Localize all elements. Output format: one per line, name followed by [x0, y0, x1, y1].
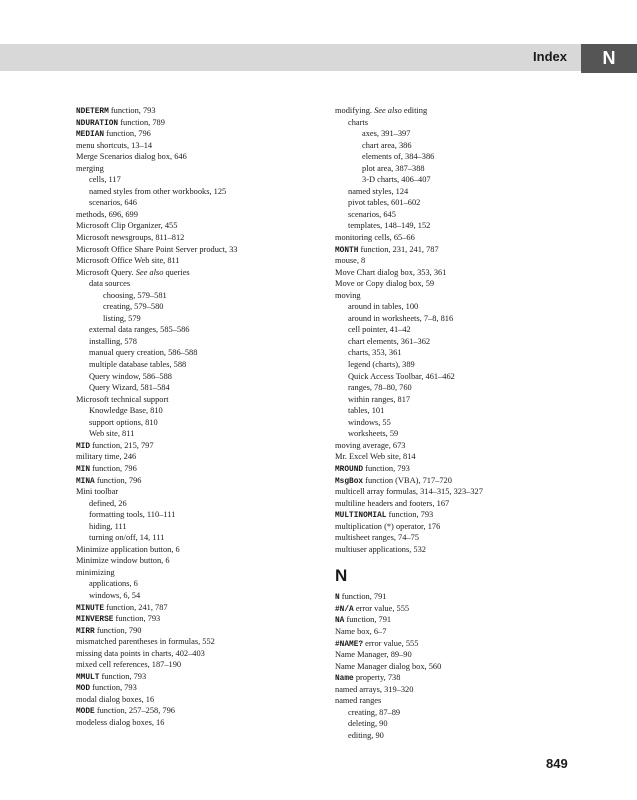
entry-text: axes, 391–397: [362, 129, 411, 139]
index-subentry: [335, 313, 585, 325]
index-subentry: [335, 186, 585, 198]
index-subentry: [76, 174, 316, 186]
index-subentry: [335, 382, 585, 394]
entry-text: Query window, 586–588: [89, 371, 172, 381]
index-entry: [335, 278, 585, 290]
entry-code: NA: [335, 617, 345, 626]
index-entry: [335, 509, 585, 521]
index-subentry: [335, 707, 585, 719]
index-entry: [335, 614, 585, 626]
entry-code: NDETERM: [76, 108, 109, 116]
index-subentry: [76, 382, 316, 394]
index-subentry: [335, 128, 585, 140]
entry-text: scenarios, 645: [348, 209, 396, 219]
entry-text: applications, 6: [89, 579, 138, 589]
entry-code: N: [335, 594, 340, 603]
entry-text: modifying.: [335, 106, 375, 115]
entry-text: Knowledge Base, 810: [89, 406, 163, 416]
entry-text: Mr. Excel Web site, 814: [335, 452, 416, 462]
entry-text: error value, 555: [353, 603, 410, 613]
entry-text: formatting tools, 110–111: [89, 510, 176, 520]
entry-text: choosing, 579–581: [103, 290, 167, 300]
entry-text: error value, 555: [363, 638, 419, 648]
entry-text: support options, 810: [89, 417, 158, 427]
entry-text: multicell array formulas, 314–315, 323–327: [335, 487, 483, 497]
index-subentry: [335, 151, 585, 163]
entry-text: Move Chart dialog box, 353, 361: [335, 267, 447, 277]
index-entry: [335, 695, 585, 707]
entry-text: charts, 353, 361: [348, 348, 402, 358]
entry-text: Name box, 6–7: [335, 626, 387, 636]
entry-text: installing, 578: [89, 336, 137, 346]
index-entry: [76, 671, 316, 683]
entry-text: missing data points in charts, 402–403: [76, 648, 205, 658]
entry-text: function (VBA), 717–720: [363, 475, 452, 485]
index-subentry: [335, 209, 585, 221]
index-subentry: [335, 347, 585, 359]
entry-code: MID: [76, 442, 91, 451]
entry-text: minimizing: [76, 567, 115, 577]
entry-text: function, 791: [344, 615, 392, 625]
entry-text: editing, 90: [348, 730, 384, 740]
entry-text: function, 793: [90, 683, 137, 693]
index-subentry: [335, 301, 585, 313]
index-entry: [335, 475, 585, 487]
index-subentry: [76, 336, 316, 348]
entry-text: Minimize application button, 6: [76, 544, 180, 554]
entry-text: merging: [76, 163, 104, 173]
entry-code: NDURATION: [76, 119, 119, 128]
entry-text: charts: [348, 117, 368, 127]
entry-text: legend (charts), 389: [348, 360, 415, 370]
index-entry: [76, 613, 316, 625]
entry-text: creating, 579–580: [103, 302, 164, 312]
entry-text: multiuser applications, 532: [335, 544, 426, 554]
index-subentry: [335, 417, 585, 429]
entry-text: mixed cell references, 187–190: [76, 660, 182, 670]
entry-text: function, 215, 797: [90, 440, 154, 450]
index-entry: [76, 694, 316, 706]
entry-text: Minimize window button, 6: [76, 556, 170, 566]
index-entry: [335, 486, 585, 498]
index-entry: [76, 394, 316, 406]
index-entry: [76, 602, 316, 614]
index-entry: [76, 163, 316, 175]
index-subentry: [76, 290, 316, 302]
entry-text: windows, 6, 54: [89, 590, 141, 600]
index-subentry: [76, 359, 316, 371]
entry-see-target: queries: [163, 267, 190, 277]
entry-text: Name Manager, 89–90: [335, 650, 412, 660]
entry-text: hiding, 111: [89, 521, 127, 531]
index-entry: [335, 267, 585, 279]
index-subentry: [76, 521, 316, 533]
entry-see-target: editing: [401, 106, 428, 115]
entry-text: Web site, 811: [89, 429, 135, 439]
entry-text: Mini toolbar: [76, 487, 119, 497]
entry-code: MINUTE: [76, 604, 105, 613]
entry-text: multiplication (*) operator, 176: [335, 521, 441, 531]
index-entry: [335, 244, 585, 256]
entry-text: monitoring cells, 65–66: [335, 233, 415, 243]
entry-text: defined, 26: [89, 498, 127, 508]
index-subentry: [76, 347, 316, 359]
index-entry: [76, 105, 316, 117]
page-number: 849: [546, 756, 568, 771]
entry-text: function, 791: [339, 592, 387, 602]
entry-text: multiline headers and footers, 167: [335, 498, 450, 508]
entry-code: MOD: [76, 685, 91, 694]
entry-text: around in worksheets, 7–8, 816: [348, 313, 454, 323]
index-subentry: [335, 140, 585, 152]
entry-code: MMULT: [76, 673, 100, 682]
index-entry: [76, 209, 316, 221]
index-subentry: [76, 313, 316, 325]
index-subentry: [76, 509, 316, 521]
index-entry: [335, 463, 585, 475]
entry-code: MULTINOMIAL: [335, 512, 387, 521]
index-entry: [335, 521, 585, 533]
index-entry: [76, 440, 316, 452]
index-entry: [335, 638, 585, 650]
entry-see-also: See also: [374, 106, 402, 115]
entry-text: Microsoft Office Web site, 811: [76, 256, 180, 266]
index-subentry: [76, 498, 316, 510]
entry-text: Microsoft Office Share Point Server product, 33: [76, 244, 238, 254]
entry-text: function, 793: [386, 510, 434, 520]
entry-text: turning on/off, 14, 111: [89, 533, 165, 543]
index-entry: [76, 232, 316, 244]
entry-code: MIN: [76, 465, 91, 474]
index-subentry: [76, 532, 316, 544]
entry-text: chart elements, 361–362: [348, 336, 431, 346]
entry-code: MsgBox: [335, 477, 364, 486]
entry-text: manual query creation, 586–588: [89, 348, 198, 358]
entry-text: function, 793: [113, 614, 161, 624]
entry-text: chart area, 386: [362, 140, 412, 150]
index-entry: [76, 659, 316, 671]
index-subentry: [335, 336, 585, 348]
index-entry: [76, 140, 316, 152]
entry-text: templates, 148–149, 152: [348, 221, 431, 231]
entry-text: function, 257–258, 796: [94, 706, 175, 716]
index-entry: [335, 544, 585, 556]
entry-text: named ranges: [335, 696, 382, 706]
entry-text: 3-D charts, 406–407: [362, 175, 431, 185]
index-subentry: [335, 197, 585, 209]
index-entry: [76, 625, 316, 637]
index-subentry: [335, 394, 585, 406]
entry-text: pivot tables, 601–602: [348, 198, 421, 208]
entry-text: Microsoft Clip Organizer, 455: [76, 221, 178, 231]
entry-text: data sources: [89, 279, 131, 289]
entry-code: MIRR: [76, 627, 95, 636]
index-entry: [335, 498, 585, 510]
index-subentry: [335, 324, 585, 336]
index-entry: [76, 451, 316, 463]
index-subentry: [335, 163, 585, 175]
entry-text: tables, 101: [348, 406, 385, 416]
index-entry: [76, 244, 316, 256]
entry-text: multiple database tables, 588: [89, 360, 187, 370]
index-entry: [335, 255, 585, 267]
index-subentry: [76, 197, 316, 209]
index-entry: [335, 451, 585, 463]
index-entry: [335, 232, 585, 244]
index-entry: [76, 255, 316, 267]
entry-text: ranges, 78–80, 760: [348, 383, 412, 393]
entry-text: Query Wizard, 581–584: [89, 383, 170, 393]
entry-code: MEDIAN: [76, 131, 105, 140]
index-subentry: [335, 359, 585, 371]
entry-text: cell pointer, 41–42: [348, 325, 411, 335]
index-entry: [76, 567, 316, 579]
index-entry: [76, 705, 316, 717]
index-entry: [335, 440, 585, 452]
index-entry: [76, 555, 316, 567]
index-column-left: [76, 105, 316, 729]
index-subentry: [335, 730, 585, 742]
entry-text: creating, 87–89: [348, 707, 401, 717]
entry-text: deleting, 90: [348, 719, 388, 729]
index-subentry: [335, 718, 585, 730]
index-entry: [335, 290, 585, 302]
entry-text: worksheets, 59: [348, 429, 399, 439]
index-entry: [76, 717, 316, 729]
entry-text: Microsoft technical support: [76, 394, 169, 404]
index-subentry: [76, 278, 316, 290]
entry-text: function, 789: [118, 117, 165, 127]
entry-text: Move or Copy dialog box, 59: [335, 279, 435, 289]
index-entry: [76, 636, 316, 648]
index-entry: [335, 649, 585, 661]
entry-text: function, 790: [94, 625, 142, 635]
entry-text: Name Manager dialog box, 560: [335, 661, 442, 671]
index-subentry: [76, 428, 316, 440]
entry-text: property, 738: [353, 673, 401, 683]
entry-text: function, 796: [90, 463, 137, 473]
index-entry: [76, 151, 316, 163]
entry-code: #N/A: [335, 605, 354, 614]
index-subentry: [335, 117, 585, 129]
entry-text: within ranges, 817: [348, 394, 411, 404]
index-subentry: [76, 186, 316, 198]
entry-text: listing, 579: [103, 313, 141, 323]
entry-text: menu shortcuts, 13–14: [76, 140, 153, 150]
index-subentry: [335, 174, 585, 186]
entry-text: military time, 246: [76, 452, 137, 462]
index-subentry: [76, 578, 316, 590]
index-entry: [76, 486, 316, 498]
index-subentry: [76, 301, 316, 313]
entry-text: mouse, 8: [335, 256, 366, 266]
index-entry: [76, 544, 316, 556]
entry-text: plot area, 387–388: [362, 163, 425, 173]
index-subentry: [76, 371, 316, 383]
index-entry: [76, 648, 316, 660]
index-entry: [335, 661, 585, 673]
entry-text: external data ranges, 585–586: [89, 325, 190, 335]
index-subentry: [76, 590, 316, 602]
index-subentry: [76, 417, 316, 429]
index-subentry: [335, 220, 585, 232]
entry-text: named styles, 124: [348, 186, 409, 196]
entry-see-also: See also: [135, 267, 164, 277]
index-entry: [76, 117, 316, 129]
index-subentry: [335, 428, 585, 440]
entry-text: Quick Access Toolbar, 461–462: [348, 371, 455, 381]
index-entry: [335, 684, 585, 696]
index-subentry: [76, 324, 316, 336]
entry-text: function, 231, 241, 787: [358, 244, 439, 254]
index-subentry: [335, 405, 585, 417]
section-letter-n: N: [335, 566, 348, 586]
index-entry: [76, 128, 316, 140]
entry-text: elements of, 384–386: [362, 152, 435, 162]
entry-text: windows, 55: [348, 417, 391, 427]
index-entries-n: [335, 591, 585, 741]
entry-text: around in tables, 100: [348, 302, 419, 312]
index-entry: [76, 463, 316, 475]
entry-code: MODE: [76, 708, 95, 717]
entry-code: Name: [335, 675, 354, 684]
entry-text: function, 241, 787: [104, 602, 168, 612]
entry-text: methods, 696, 699: [76, 209, 138, 219]
entry-text: function, 793: [99, 671, 147, 681]
entry-code: MROUND: [335, 465, 364, 474]
index-entry: [335, 591, 585, 603]
entry-text: Microsoft Query.: [76, 267, 136, 277]
entry-text: function, 796: [94, 475, 142, 485]
index-entry: [76, 475, 316, 487]
entry-text: cells, 117: [89, 175, 121, 185]
entry-text: moving average, 673: [335, 440, 406, 450]
entry-text: modal dialog boxes, 16: [76, 694, 155, 704]
index-subentry: [76, 405, 316, 417]
index-entry: [335, 105, 585, 117]
entry-text: multisheet ranges, 74–75: [335, 533, 419, 543]
entry-text: function, 793: [363, 463, 410, 473]
entry-text: scenarios, 646: [89, 198, 137, 208]
entry-text: modeless dialog boxes, 16: [76, 717, 165, 727]
entry-text: named styles from other workbooks, 125: [89, 186, 227, 196]
entry-text: function, 793: [108, 106, 156, 115]
index-entry: [335, 532, 585, 544]
header-letter-tab: N: [581, 44, 637, 73]
index-entry: [76, 682, 316, 694]
index-entry: [76, 267, 316, 279]
entry-text: Microsoft newsgroups, 811–812: [76, 233, 185, 243]
index-entries-m: [335, 105, 585, 555]
entry-text: moving: [335, 290, 361, 300]
entry-code: MONTH: [335, 246, 359, 255]
entry-code: #NAME?: [335, 640, 364, 649]
header-title: Index: [533, 49, 567, 64]
index-column-right: [335, 105, 585, 741]
entry-code: MINA: [76, 477, 95, 486]
entry-text: mismatched parentheses in formulas, 552: [76, 637, 215, 647]
index-subentry: [335, 371, 585, 383]
index-entry: [335, 603, 585, 615]
entry-code: MINVERSE: [76, 616, 114, 625]
index-entry: [335, 672, 585, 684]
index-entry: [76, 220, 316, 232]
entry-text: function, 796: [104, 129, 151, 139]
index-entry: [335, 626, 585, 638]
entry-text: named arrays, 319–320: [335, 684, 414, 694]
entry-text: Merge Scenarios dialog box, 646: [76, 152, 187, 162]
